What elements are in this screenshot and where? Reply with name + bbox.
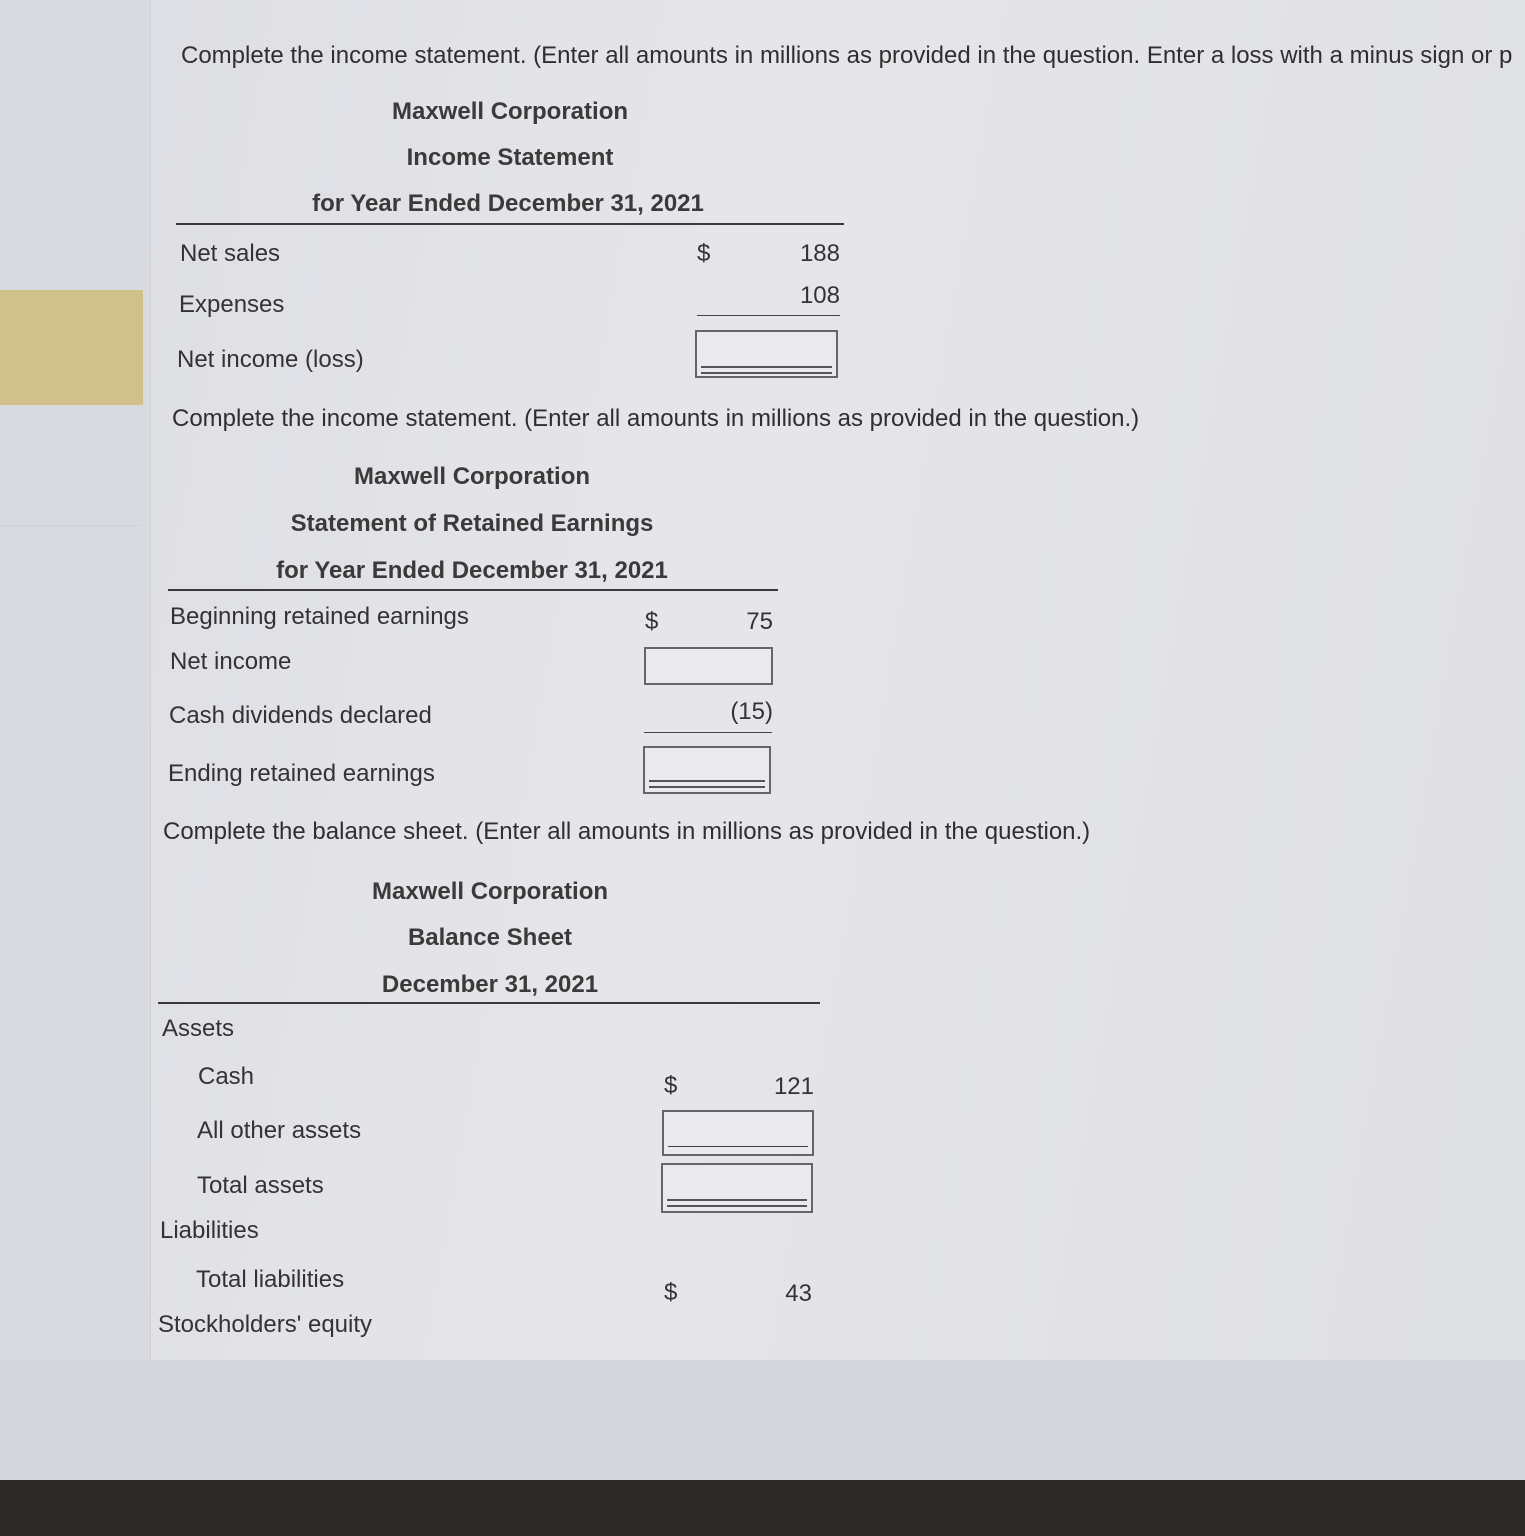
retained-earnings-instruction: Complete the income statement. (Enter all amounts in millions as provided in the question.) xyxy=(172,405,1140,432)
left-gutter xyxy=(0,0,151,1360)
currency-symbol: $ xyxy=(697,240,711,267)
double-underline xyxy=(649,780,765,788)
all-other-assets-input[interactable] xyxy=(662,1110,814,1156)
total-assets-label: Total assets xyxy=(197,1172,324,1199)
ending-retained-earnings-label: Ending retained earnings xyxy=(168,760,435,787)
expenses-value: 108 xyxy=(799,282,840,309)
total-assets-input[interactable] xyxy=(661,1163,813,1213)
header-rule xyxy=(176,223,844,225)
double-underline xyxy=(701,366,832,374)
cash-label: Cash xyxy=(198,1063,255,1090)
cash-dividends-value: (15) xyxy=(730,698,773,725)
beginning-retained-earnings-value: 75 xyxy=(746,608,773,635)
stockholders-equity-heading: Stockholders' equity xyxy=(158,1311,373,1338)
net-income-input[interactable] xyxy=(644,647,773,685)
total-liabilities-value: 43 xyxy=(785,1280,812,1307)
beginning-retained-earnings-label: Beginning retained earnings xyxy=(170,603,469,630)
currency-symbol: $ xyxy=(664,1279,678,1306)
net-sales-label: Net sales xyxy=(180,240,281,267)
subtotal-rule xyxy=(668,1146,808,1147)
currency-symbol: $ xyxy=(664,1072,678,1099)
ending-retained-earnings-input[interactable] xyxy=(643,746,771,794)
page-bottom-area xyxy=(0,1360,1525,1480)
income-statement-company: Maxwell Corporation xyxy=(391,98,629,125)
expenses-label: Expenses xyxy=(179,291,285,318)
monitor-bezel xyxy=(0,1480,1525,1536)
net-income-label: Net income xyxy=(170,648,292,675)
currency-symbol: $ xyxy=(645,608,659,635)
retained-earnings-period: for Year Ended December 31, 2021 xyxy=(276,557,668,584)
subtotal-rule xyxy=(644,732,772,733)
active-row-highlight xyxy=(0,290,143,405)
net-income-loss-label: Net income (loss) xyxy=(177,346,364,373)
retained-earnings-company: Maxwell Corporation xyxy=(353,463,591,490)
income-statement-instruction: Complete the income statement. (Enter all amounts in millions as provided in the question. Enter a loss with a minus sign or p xyxy=(181,42,1513,69)
cash-value: 121 xyxy=(773,1073,814,1100)
gutter-divider xyxy=(0,525,140,526)
all-other-assets-label: All other assets xyxy=(197,1117,362,1144)
subtotal-rule xyxy=(697,315,840,316)
assets-heading: Assets xyxy=(162,1015,235,1042)
income-statement-period: for Year Ended December 31, 2021 xyxy=(312,190,704,217)
net-sales-value: 188 xyxy=(799,240,840,267)
double-underline xyxy=(667,1199,807,1207)
net-income-loss-input[interactable] xyxy=(695,330,838,378)
header-rule xyxy=(158,1002,820,1004)
liabilities-heading: Liabilities xyxy=(160,1217,259,1244)
balance-sheet-instruction: Complete the balance sheet. (Enter all amounts in millions as provided in the question.) xyxy=(163,818,1091,845)
cash-dividends-label: Cash dividends declared xyxy=(169,702,432,729)
total-liabilities-label: Total liabilities xyxy=(196,1266,345,1293)
balance-sheet-title: Balance Sheet xyxy=(407,924,573,951)
balance-sheet-period: December 31, 2021 xyxy=(381,971,599,998)
retained-earnings-title: Statement of Retained Earnings xyxy=(290,510,654,537)
balance-sheet-company: Maxwell Corporation xyxy=(371,878,609,905)
income-statement-title: Income Statement xyxy=(406,144,614,171)
header-rule xyxy=(168,589,778,591)
